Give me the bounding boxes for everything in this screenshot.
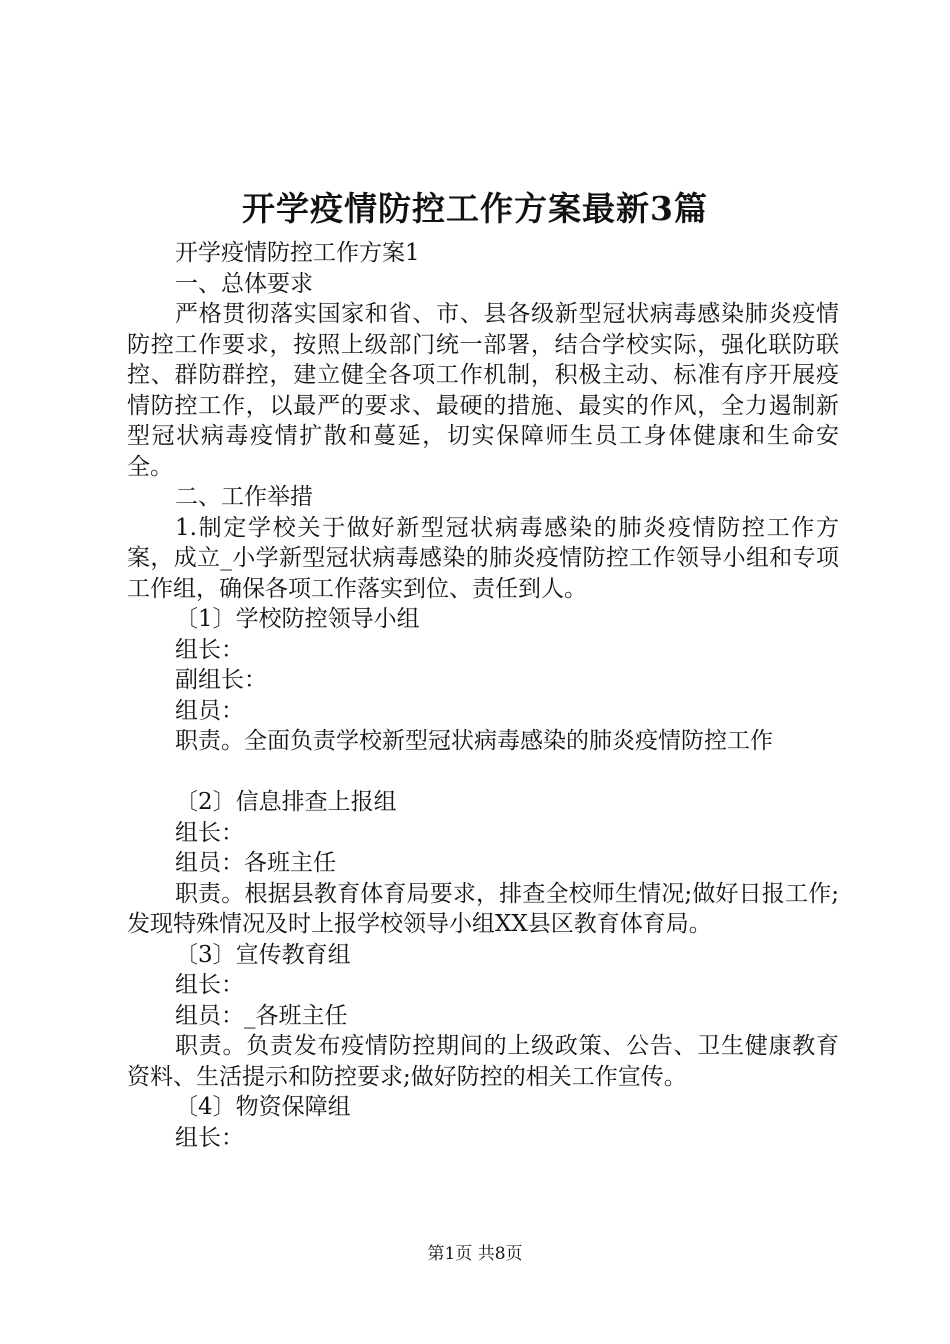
list-item: 组长：: [175, 636, 244, 663]
paragraph: 1.制定学校关于做好新型冠状病毒感染的肺炎疫情防控工作方案，成立_小学新型冠状病毒感染的肺炎疫情防控工作领导小组和专项工作组，确保各项工作落实到位、责任到人。: [127, 514, 839, 602]
list-item: 组长：: [175, 1124, 244, 1151]
paragraph: 职责。负责发布疫情防控期间的上级政策、公告、卫生健康教育资料、生活提示和防控要求;做好防控的相关工作宣传。: [127, 1033, 839, 1090]
group-heading: 〔4〕物资保障组: [175, 1094, 351, 1120]
list-item: 组员：: [175, 697, 244, 724]
heading-general-requirements: 一、总体要求: [175, 270, 313, 297]
paragraph: 严格贯彻落实国家和省、市、县各级新型冠状病毒感染肺炎疫情防控工作要求，按照上级部门统一部署，结合学校实际，强化联防联控、群防群控，建立健全各项工作机制，积极主动、标准有序开展疫情防控工作，以最严的要求、最硬的措施、最实的作风，全力遏制新型冠状病毒疫情扩散和蔓延，切实保障师生员工身体健康和生命安全。: [127, 301, 839, 480]
list-item: 组长：: [175, 972, 244, 998]
list-item: 组员：各班主任: [175, 850, 336, 876]
document-title: 开学疫情防控工作方案最新3篇: [242, 189, 708, 228]
group-heading: 〔1〕学校防控领导小组: [175, 606, 420, 632]
heading-work-measures: 二、工作举措: [175, 484, 313, 510]
group-heading: 〔3〕宣传教育组: [175, 941, 351, 968]
section-heading: 开学疫情防控工作方案1: [175, 240, 420, 266]
group-heading: 〔2〕信息排查上报组: [175, 789, 397, 815]
paragraph: 职责。根据县教育体育局要求，排查全校师生情况;做好日报工作;发现特殊情况及时上报学校领导小组XX县区教育体育局。: [127, 880, 839, 937]
list-item: 副组长：: [175, 667, 267, 693]
document-body: [127, 238, 839, 1153]
list-item: 组长：: [175, 819, 244, 846]
list-item: 组员：_各班主任: [175, 1002, 348, 1029]
page-footer: 第1页 共8页: [427, 1244, 523, 1264]
list-item: 职责。全面负责学校新型冠状病毒感染的肺炎疫情防控工作: [175, 728, 773, 754]
